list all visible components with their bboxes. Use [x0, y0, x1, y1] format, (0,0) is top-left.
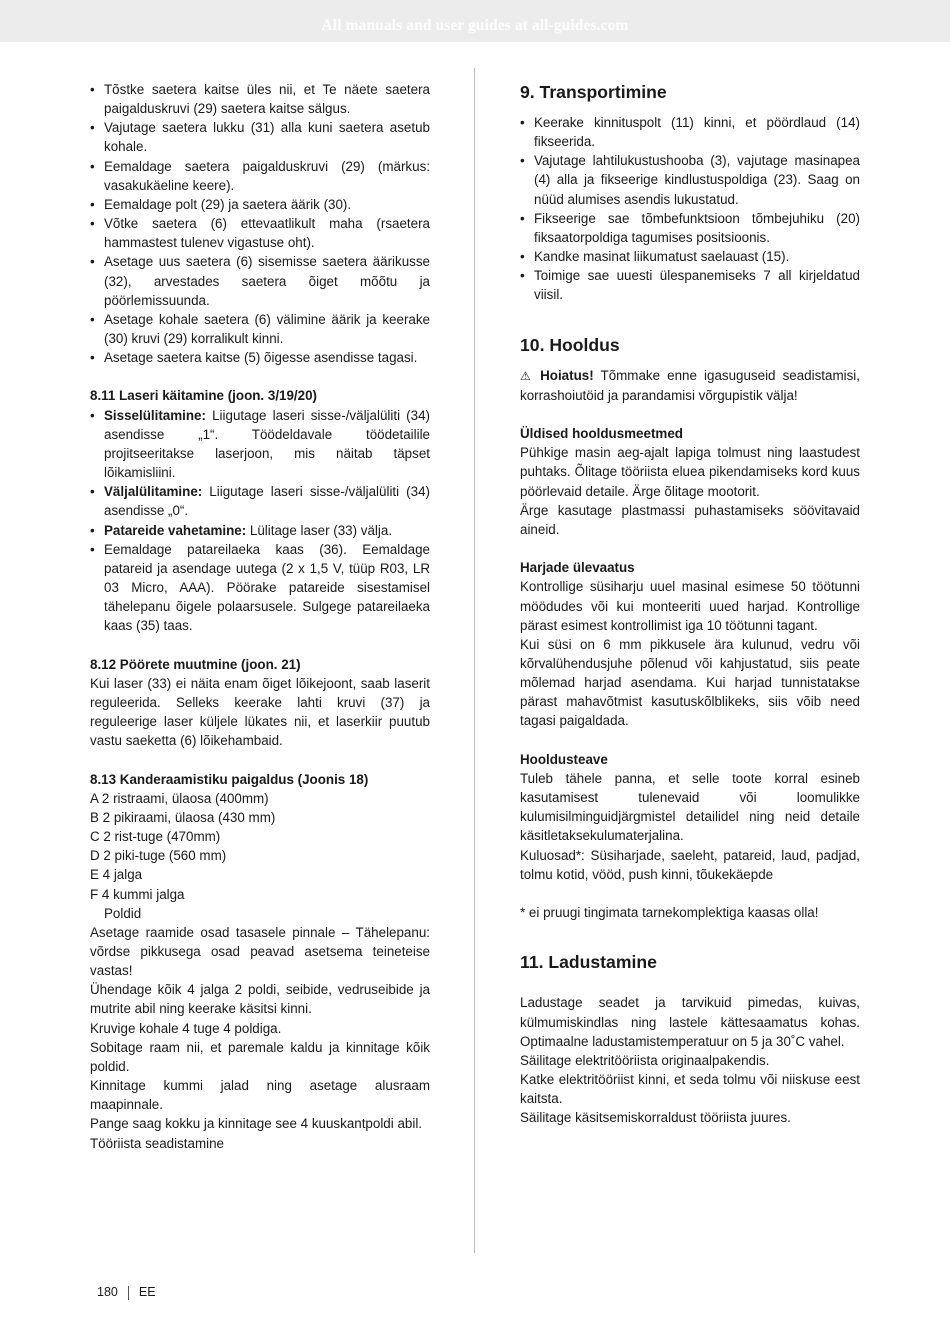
list-item: D 2 piki-tuge (560 mm)	[90, 848, 227, 864]
paragraph: Tööriista seadistamine	[90, 1135, 224, 1151]
paragraph: Sobitage raam nii, et paremale kaldu ja kinnitage kõik poldid.	[90, 1039, 430, 1074]
list-item: • Sisselülitamine: Liigutage laseri sisse-/väljalüliti (34) asendisse „1“. Töödeldavale töödetailile projitseeritakse laserjoon, mis näitab täpset lõikamisliini.	[90, 406, 430, 483]
page-footer	[97, 1285, 156, 1300]
list-item: • Asetage saetera kaitse (5) õigesse asendisse tagasi.	[90, 348, 430, 367]
paragraph: Asetage raamide osad tasasele pinnale – Tähelepanu: võrdse pikkusega osad peavad asetsema teineteise vastas!	[90, 924, 430, 979]
list-item: • Asetage uus saetera (6) sisemisse saetera äärikusse (32), arvestades saetera õiget mõõtu ja pöörlemissuunda.	[90, 252, 430, 309]
transport-steps	[520, 113, 860, 305]
paragraph: Kruvige kohale 4 tuge 4 poldiga.	[90, 1020, 282, 1036]
list-item: B 2 pikiraami, ülaosa (430 mm)	[90, 809, 276, 825]
list-item: Poldid	[104, 905, 142, 921]
paragraph: Kinnitage kummi jalad ning asetage alusraam maapinnale.	[90, 1078, 430, 1113]
section-heading-9: 9. Transportimine	[520, 82, 667, 102]
paragraph: Ladustage seadet ja tarvikuid pimedas, kuivas, külmumiskindlas ning lastele kättesaamatus kohas. Optimaalne ladustamistemperatuur on 5 ja 30˚C vahel.	[520, 995, 860, 1049]
paragraph: Kui süsi on 6 mm pikkusele ära kulunud, vedru või kõrvalühendusjuhe põlenud või kahjustatud, siis peate mõlemad harjad asendama. Kui harjad tunnistatakse pärast mahavõtmist kasutuskõlblikeks, siis võib need tagasi paigaldada.	[520, 636, 860, 729]
list-item: • Tõstke saetera kaitse üles nii, et Te näete saetera paigalduskruvi (29) saetera kaitse sälgus.	[90, 80, 430, 118]
paragraph: Kontrollige süsiharju uuel masinal esimese 50 töötunni möödudes või kui monteeriti uued harjad. Kontrollige pärast esimest kontrollimist iga 10 töötunni tagant.	[520, 579, 860, 633]
list-item: A 2 ristraami, ülaosa (400mm)	[90, 790, 269, 806]
list-item: E 4 jalga	[90, 867, 143, 883]
footnote: * ei pruugi tingimata tarnekomplektiga kaasas olla!	[520, 905, 819, 921]
paragraph: Pange saag kokku ja kinnitage see 4 kuuskantpoldi abil.	[90, 1116, 423, 1132]
list-item: • Keerake kinnituspolt (11) kinni, et pöördlaud (14) fikseerida.	[520, 113, 860, 151]
paragraph: Kuluosad*: Süsiharjade, saeleht, patareid, laud, padjad, tolmu kotid, vööd, push kinni, tõukekäepde	[520, 847, 860, 882]
list-item: • Kandke masinat liikumatust saelauast (15).	[520, 247, 860, 266]
paragraph: Pühkige masin aeg-ajalt lapiga tolmust ning laastudest puhtaks. Õlitage tööriista eluea pikendamiseks kord kuus pöörlevaid detaile. Ärge õlitage mootorit.	[520, 445, 860, 499]
paragraph: Tuleb tähele panna, et selle toote korral esineb kasutamisest tulenevaid või loomulikke kulumisilminguidjärgmistel detailidel ning neid detaile käsitletaksekulumaterjalina.	[520, 770, 860, 844]
section-heading-8-13: 8.13 Kanderaamistiku paigaldus (Joonis 18)	[90, 771, 369, 787]
laser-steps	[90, 406, 430, 636]
saw-blade-steps	[90, 80, 430, 367]
warning-triangle-icon: ⚠	[520, 368, 531, 383]
left-column	[90, 80, 430, 1153]
page-number: 180	[97, 1285, 118, 1299]
site-banner: All manuals and user guides at all-guides.com	[0, 0, 950, 42]
paragraph: Säilitage elektritööriista originaalpakendis.	[520, 1052, 770, 1068]
section-heading-8-12: 8.12 Pöörete muutmine (joon. 21)	[90, 656, 301, 672]
list-item: • Fikseerige sae tõmbefunktsioon tõmbejuhiku (20) fiksaatorpoldiga tagumises positsioonis.	[520, 209, 860, 247]
section-heading-11: 11. Ladustamine	[520, 952, 657, 973]
list-item: • Asetage kohale saetera (6) välimine äärik ja keerake (30) kruvi (29) korralikult kinni.	[90, 310, 430, 348]
right-column	[520, 80, 860, 1128]
paragraph: Ühendage kõik 4 jalga 2 poldi, seibide, vedruseibide ja mutrite abil ning keerake käsitsi kinni.	[90, 982, 430, 1017]
subheading-brush-inspection: Harjade ülevaatus	[520, 560, 635, 576]
list-item: • Eemaldage polt (29) ja saetera äärik (30).	[90, 195, 430, 214]
list-item: C 2 rist-tuge (470mm)	[90, 829, 221, 845]
list-item: • Vajutage lahtilukustushooba (3), vajutage masinapea (4) alla ja fikseerige kindlustuspoldiga (23). Saag on nüüd alumises asendis lukustatud.	[520, 151, 860, 208]
list-item: • Patareide vahetamine: Lülitage laser (33) välja.	[90, 521, 430, 540]
list-item: • Eemaldage saetera paigalduskruvi (29) (märkus: vasakukäeline keere).	[90, 157, 430, 195]
parts-list	[90, 789, 430, 923]
section-heading-8-11: 8.11 Laseri käitamine (joon. 3/19/20)	[90, 388, 318, 404]
list-item: • Toimige sae uuesti ülespanemiseks 7 all kirjeldatud viisil.	[520, 266, 860, 304]
section-text-8-12: Kui laser (33) ei näita enam õiget lõikejoont, saab laserit reguleerida. Selleks keerake lahti kruvi (37) ja reguleerige laser küljele lükates nii, et laserkiir puutub vastu saeketta (6) lõikehambaid.	[90, 675, 430, 749]
list-item: • Väljalülitamine: Liigutage laseri sisse-/väljalüliti (34) asendisse „0“.	[90, 482, 430, 520]
subheading-service-info: Hooldusteave	[520, 751, 608, 767]
column-divider	[474, 68, 475, 1253]
list-item: F 4 kummi jalga	[90, 886, 185, 902]
language-code: EE	[138, 1285, 156, 1299]
list-item: • Võtke saetera (6) ettevaatlikult maha (rsaetera hammastest tulenev vigastuse oht).	[90, 214, 430, 252]
list-item: • Eemaldage patareilaeka kaas (36). Eemaldage patareid ja asendage uutega (2 x 1,5 V, tüüp R03, LR 03 Micro, AAA). Pöörake patareide sisestamisel tähelepanu õigele polaarsusele. Sulgege patareilaeka kaas (35) taas.	[90, 540, 430, 636]
paragraph: Säilitage käsitsemiskorraldust tööriista juures.	[520, 1110, 791, 1126]
section-heading-10: 10. Hooldus	[520, 334, 620, 355]
subheading-general-maintenance: Üldised hooldusmeetmed	[520, 426, 683, 442]
paragraph: Katke elektritööriist kinni, et seda tolmu või niiskuse eest kaitsta.	[520, 1072, 860, 1107]
warning-paragraph: ⚠ Hoiatus! Tõmmake enne igasuguseid seadistamisi, korrashoiutöid ja parandamisi võrgupistik välja!	[520, 367, 860, 403]
list-item: • Vajutage saetera lukku (31) alla kuni saetera asetub kohale.	[90, 118, 430, 156]
footer-separator	[128, 1286, 129, 1300]
paragraph: Ärge kasutage plastmassi puhastamiseks söövitavaid aineid.	[520, 502, 860, 537]
